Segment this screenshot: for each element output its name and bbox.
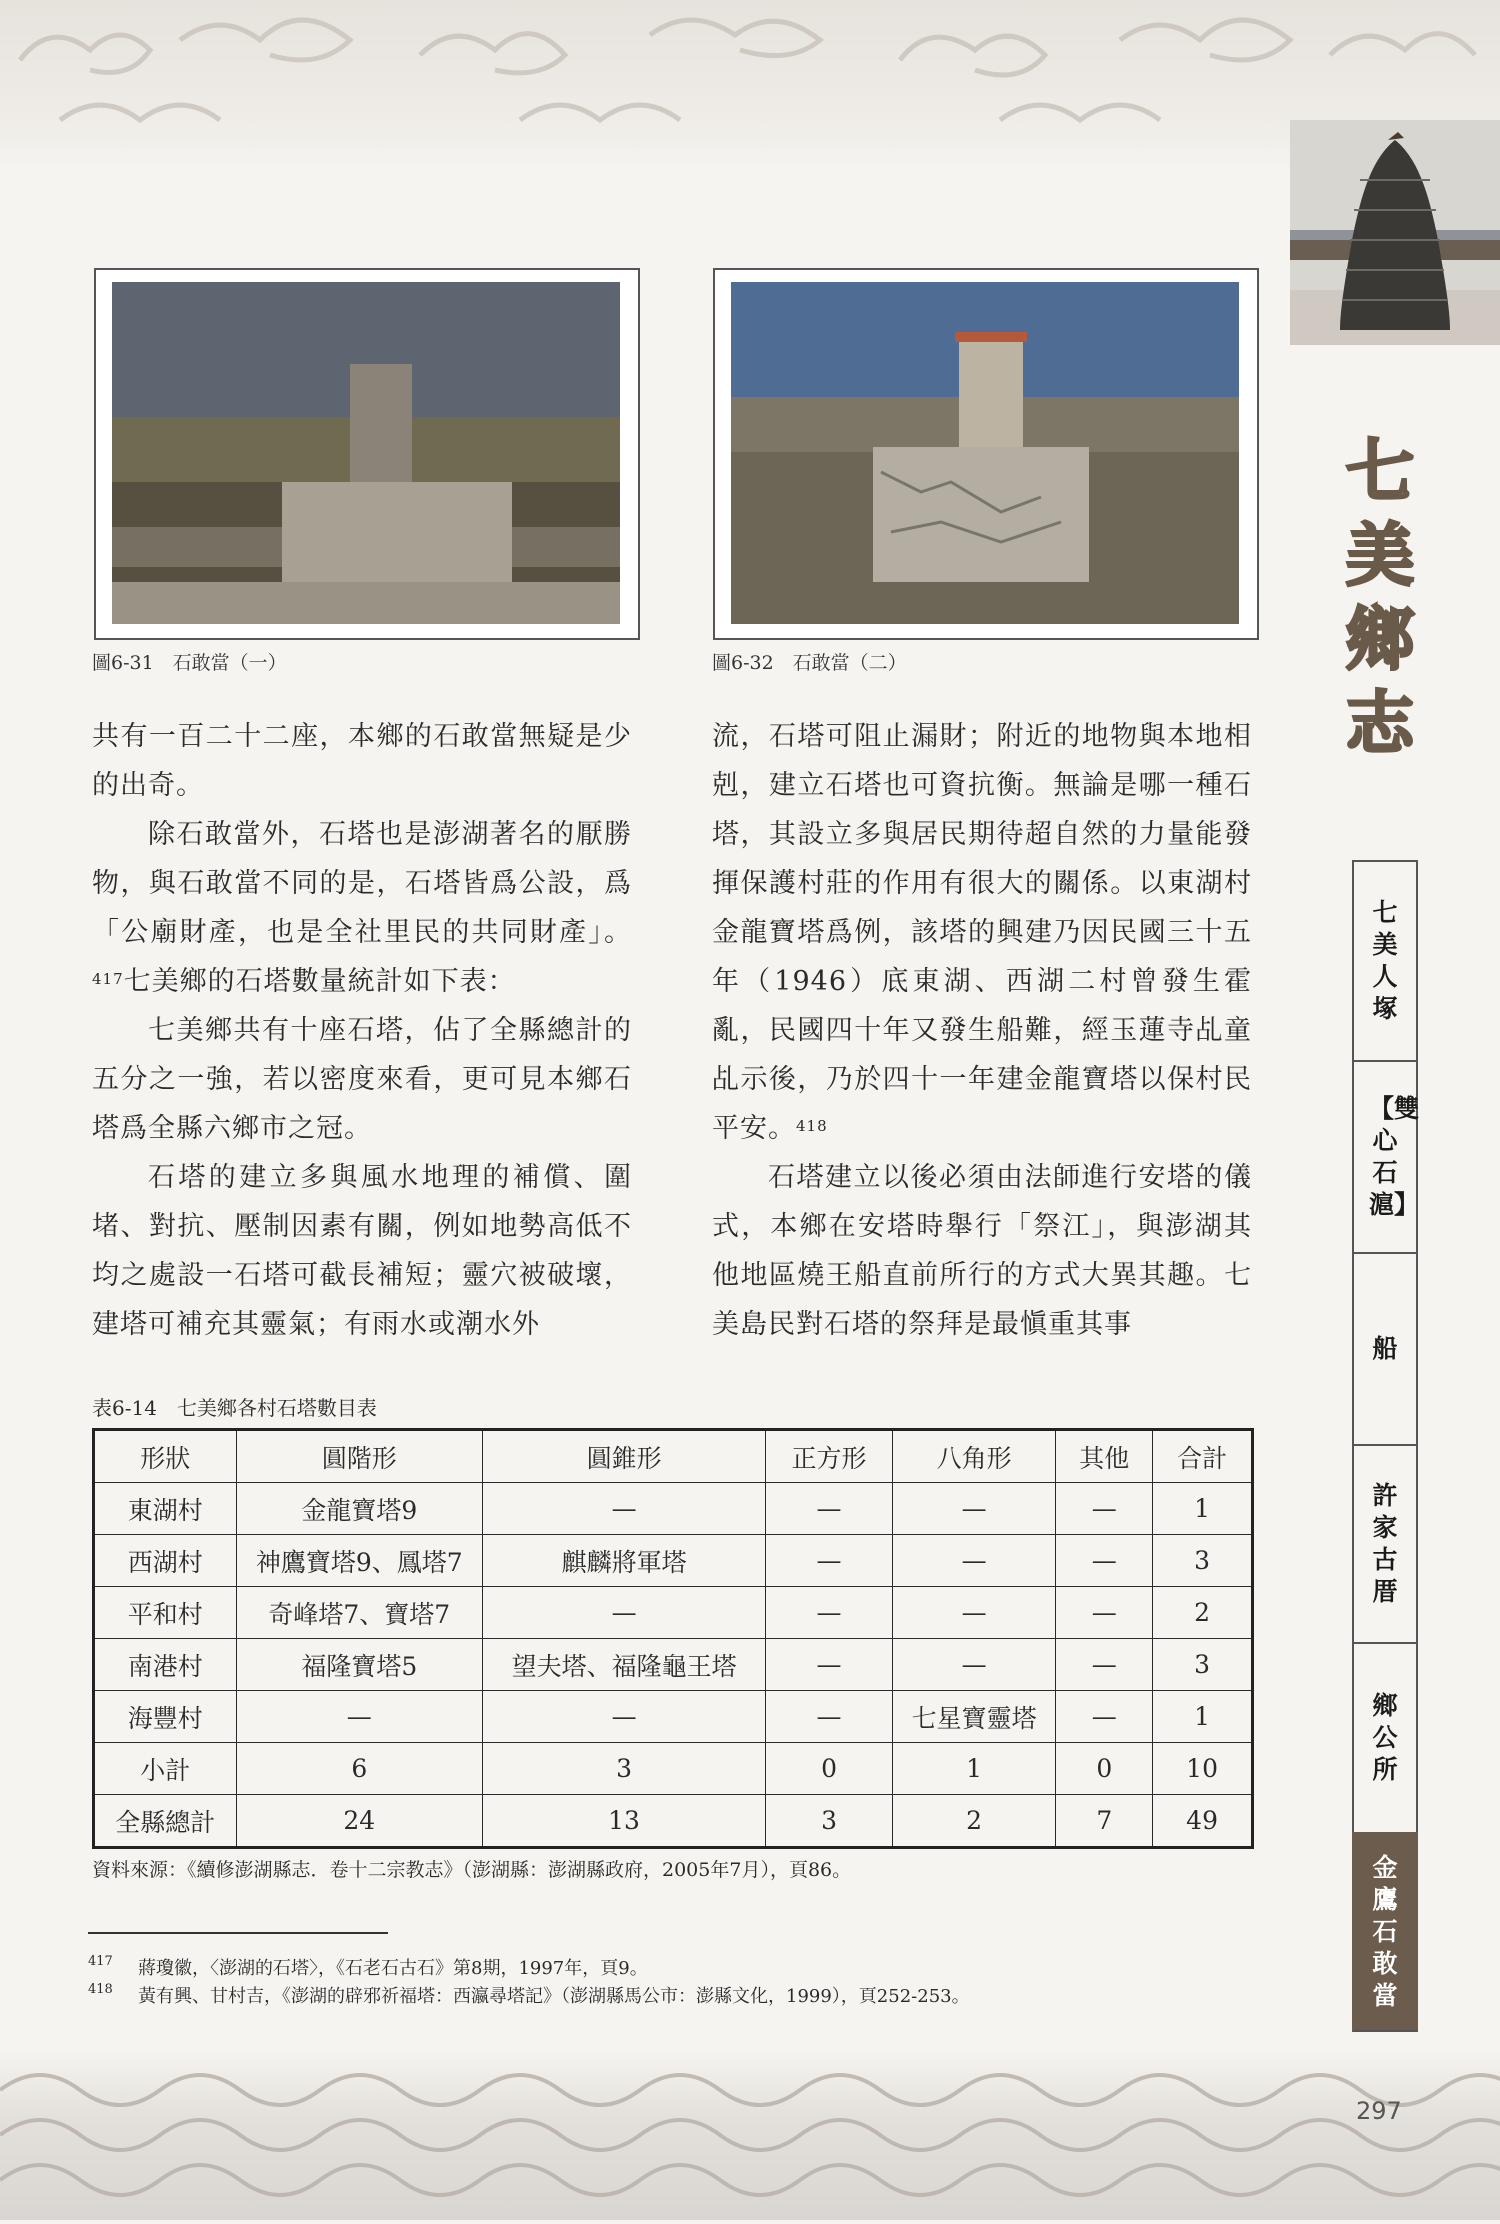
table-cell: — xyxy=(766,1587,893,1639)
column-header: 形狀 xyxy=(94,1430,237,1483)
table-cell: 麒麟將軍塔 xyxy=(482,1535,765,1587)
table-cell: — xyxy=(766,1691,893,1743)
footnote-418 xyxy=(88,1982,970,2008)
footnote-ref[interactable]: 417 xyxy=(92,970,124,988)
column-header: 八角形 xyxy=(892,1430,1056,1483)
table-cell: — xyxy=(892,1587,1056,1639)
table-cell: 西湖村 xyxy=(94,1535,237,1587)
column-header: 圓錐形 xyxy=(482,1430,765,1483)
table-cell: 海豐村 xyxy=(94,1691,237,1743)
footer-wave-band xyxy=(0,2050,1500,2220)
table-cell: — xyxy=(892,1535,1056,1587)
table-cell: 望夫塔、福隆龜王塔 xyxy=(482,1639,765,1691)
table-cell: — xyxy=(482,1483,765,1535)
table-cell: 0 xyxy=(1056,1743,1153,1795)
paragraph: 流，石塔可阻止漏財；附近的地物與本地相剋，建立石塔也可資抗衡。無論是哪一種石塔，其設立多與居民期待超自然的力量能發揮保護村莊的作用有很大的關係。以東湖村金龍寶塔爲例，該塔的興建乃因民國三十五年（1946）底東湖、西湖二村曾發生霍亂，民國四十年又發生船難，經玉蓮寺乩童乩示後，乃於四十一年建金龍寶塔以保村民平安。$^{418}$ xyxy=(712,721,1252,1144)
footnote-number: 417 xyxy=(88,1954,113,1969)
table-row xyxy=(94,1795,1253,1848)
table-cell: — xyxy=(892,1483,1056,1535)
table-cell: 神鷹寶塔9、鳳塔7 xyxy=(236,1535,482,1587)
header-cloud-band xyxy=(0,0,1500,170)
figure-caption: 圖6-31 石敢當（一） xyxy=(92,652,287,674)
stone-tablet-icon xyxy=(731,282,1239,624)
stone-tower-icon xyxy=(1290,120,1500,345)
column-header: 正方形 xyxy=(766,1430,893,1483)
table-cell: 24 xyxy=(236,1795,482,1848)
table-cell: — xyxy=(1056,1483,1153,1535)
paragraph: 共有一百二十二座，本鄉的石敢當無疑是少的出奇。 xyxy=(92,721,632,801)
figure-6-32-photo xyxy=(713,268,1259,640)
figure-6-31-photo xyxy=(94,268,640,640)
table-cell: 13 xyxy=(482,1795,765,1848)
table-row xyxy=(94,1483,1253,1535)
table-cell: — xyxy=(1056,1587,1153,1639)
table-row xyxy=(94,1587,1253,1639)
body-text-right xyxy=(712,712,1252,1349)
table-row xyxy=(94,1535,1253,1587)
chapter-tabs xyxy=(1352,860,1418,2032)
table-cell: 49 xyxy=(1153,1795,1253,1848)
paragraph: 石塔的建立多與風水地理的補償、圍堵、對抗、壓制因素有關，例如地勢高低不均之處設一石塔可截長補短；靈穴被破壞，建塔可補充其靈氣；有雨水或潮水外 xyxy=(92,1162,632,1340)
table-cell: 3 xyxy=(766,1795,893,1848)
wave-pattern-icon xyxy=(0,2050,1500,2220)
table-cell: 東湖村 xyxy=(94,1483,237,1535)
table-cell: 全縣總計 xyxy=(94,1795,237,1848)
table-cell: 10 xyxy=(1153,1743,1253,1795)
table-title: 表6-14 七美鄉各村石塔數目表 xyxy=(92,1396,377,1420)
stone-tower-table xyxy=(92,1428,1254,1849)
paragraph: 石塔建立以後必須由法師進行安塔的儀式，本鄉在安塔時舉行「祭江」，與澎湖其他地區燒王船直前所行的方式大異其趣。七美島民對石塔的祭拜是最愼重其事 xyxy=(712,1162,1252,1340)
table-cell: 小計 xyxy=(94,1743,237,1795)
table-cell: 3 xyxy=(1153,1535,1253,1587)
table-row xyxy=(94,1691,1253,1743)
column-header: 合計 xyxy=(1153,1430,1253,1483)
table-cell: 2 xyxy=(892,1795,1056,1848)
table-cell: 奇峰塔7、寶塔7 xyxy=(236,1587,482,1639)
table-cell: 七星寶靈塔 xyxy=(892,1691,1056,1743)
table-cell: 6 xyxy=(236,1743,482,1795)
stone-tablet-icon xyxy=(112,282,620,624)
table-cell: — xyxy=(1056,1639,1153,1691)
tab-qimei-renzhong[interactable]: 七美人塚 xyxy=(1352,860,1418,1060)
table-cell: — xyxy=(1056,1691,1153,1743)
sidebar-stone-tower-photo xyxy=(1290,120,1500,345)
footnote-417 xyxy=(88,1954,648,1980)
column-header: 其他 xyxy=(1056,1430,1153,1483)
table-cell: — xyxy=(482,1587,765,1639)
book-title-vertical: 七美鄉志 xyxy=(1345,432,1414,764)
table-cell: 2 xyxy=(1153,1587,1253,1639)
table-row xyxy=(94,1639,1253,1691)
table-cell: — xyxy=(1056,1535,1153,1587)
tab-xujia-guchuo[interactable]: 許家古厝 xyxy=(1352,1444,1418,1642)
footnote-text: 黃有興、甘村吉，《澎湖的辟邪祈福塔：西瀛尋塔記》（澎湖縣馬公市：澎縣文化，1999），頁252-253。 xyxy=(138,1986,970,2007)
table-cell: 福隆寶塔5 xyxy=(236,1639,482,1691)
footnote-divider xyxy=(88,1932,388,1934)
table-cell: 7 xyxy=(1056,1795,1153,1848)
table-cell: — xyxy=(766,1535,893,1587)
footnote-number: 418 xyxy=(88,1982,113,1997)
table-cell: — xyxy=(766,1639,893,1691)
table-row xyxy=(94,1743,1253,1795)
tab-xianggongsuo[interactable]: 鄉公所 xyxy=(1352,1642,1418,1832)
tab-shuangxin-shihu[interactable]: 【雙心石滬】 xyxy=(1352,1060,1418,1252)
page-number: 297 xyxy=(1356,2097,1402,2125)
column-header: 圓階形 xyxy=(236,1430,482,1483)
paragraph: 除石敢當外，石塔也是澎湖著名的厭勝物，與石敢當不同的是，石塔皆爲公設，爲「公廟財產，也是全社里民的共同財產」。$^{417}$七美鄉的石塔數量統計如下表： xyxy=(92,819,632,997)
table-cell: 0 xyxy=(766,1743,893,1795)
table-cell: 南港村 xyxy=(94,1639,237,1691)
table-cell: 3 xyxy=(482,1743,765,1795)
tab-jinying-shigandang[interactable]: 金鷹石敢當 xyxy=(1352,1832,1418,2032)
table-cell: 1 xyxy=(1153,1691,1253,1743)
table-cell: 3 xyxy=(1153,1639,1253,1691)
tab-chuan[interactable]: 船 xyxy=(1352,1252,1418,1444)
figure-caption: 圖6-32 石敢當（二） xyxy=(712,652,907,674)
table-cell: — xyxy=(892,1639,1056,1691)
table-cell: — xyxy=(766,1483,893,1535)
body-text-left xyxy=(92,712,632,1349)
footnote-text: 蔣瓊徽，〈澎湖的石塔〉，《石老石古石》第8期，1997年，頁9。 xyxy=(138,1958,648,1979)
table-cell: 1 xyxy=(1153,1483,1253,1535)
table-cell: 平和村 xyxy=(94,1587,237,1639)
table-header-row xyxy=(94,1430,1253,1483)
table-cell: 金龍寶塔9 xyxy=(236,1483,482,1535)
cloud-pattern-icon xyxy=(0,0,1500,170)
paragraph: 七美鄉共有十座石塔，佔了全縣總計的五分之一強，若以密度來看，更可見本鄉石塔爲全縣六鄉市之冠。 xyxy=(92,1015,632,1144)
footnote-ref[interactable]: 418 xyxy=(796,1117,828,1135)
table-source-note: 資料來源：《續修澎湖縣志．卷十二宗教志》（澎湖縣：澎湖縣政府，2005年7月），頁86。 xyxy=(92,1859,852,1881)
table-cell: 1 xyxy=(892,1743,1056,1795)
table-cell: — xyxy=(236,1691,482,1743)
table-cell: — xyxy=(482,1691,765,1743)
